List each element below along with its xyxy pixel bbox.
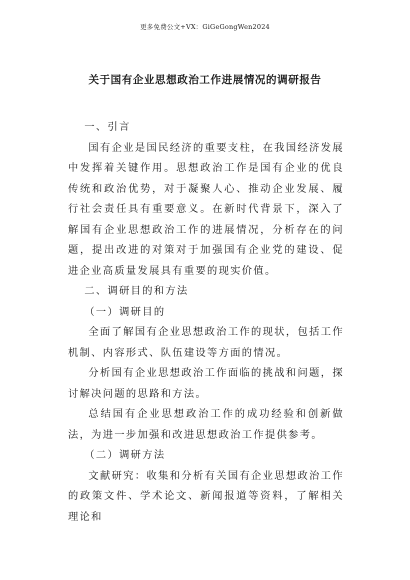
paragraph-purpose-1: 全面了解国有企业思想政治工作的现状，包括工作机制、内容形式、队伍建设等方面的情况。: [68, 327, 344, 359]
subsection-heading-methods: （二）调研方法: [84, 450, 166, 461]
section-heading-introduction: 一、引言: [84, 122, 131, 133]
subsection-heading-purpose: （一）调研目的: [84, 306, 166, 318]
section-heading-purpose-and-methods: 二、调研目的和方法: [84, 286, 189, 297]
paragraph-methods-1: 文献研究：收集和分析有关国有企业思想政治工作的政策文件、学术论文、新闻报道等资料，了解相关理论和: [68, 470, 344, 523]
paragraph-purpose-2: 分析国有企业思想政治工作面临的挑战和问题，探讨解决问题的思路和方法。: [68, 368, 344, 400]
paragraph-introduction: 国有企业是国民经济的重要支柱，在我国经济发展中发挥着关键作用。思想政治工作是国有企业的优良传统和政治优势，对于凝聚人心、推动企业发展、履行社会责任具有重要意义。在新时代背景下，深入了解国有企业思想政治工作的进展情况，分析存在的问题，提出改进的对策对于加强国有企业党的建设、促进企业高质量发展具有重要的现实价值。: [68, 142, 344, 277]
paragraph-purpose-3: 总结国有企业思想政治工作的成功经验和创新做法，为进一步加强和改进思想政治工作提供参考。: [68, 409, 344, 441]
document-title: 关于国有企业思想政治工作进展情况的调研报告: [88, 74, 322, 86]
document-body: [68, 118, 344, 528]
header-note: 更多免费公文+VX：GiGeGongWen2024: [140, 23, 270, 31]
